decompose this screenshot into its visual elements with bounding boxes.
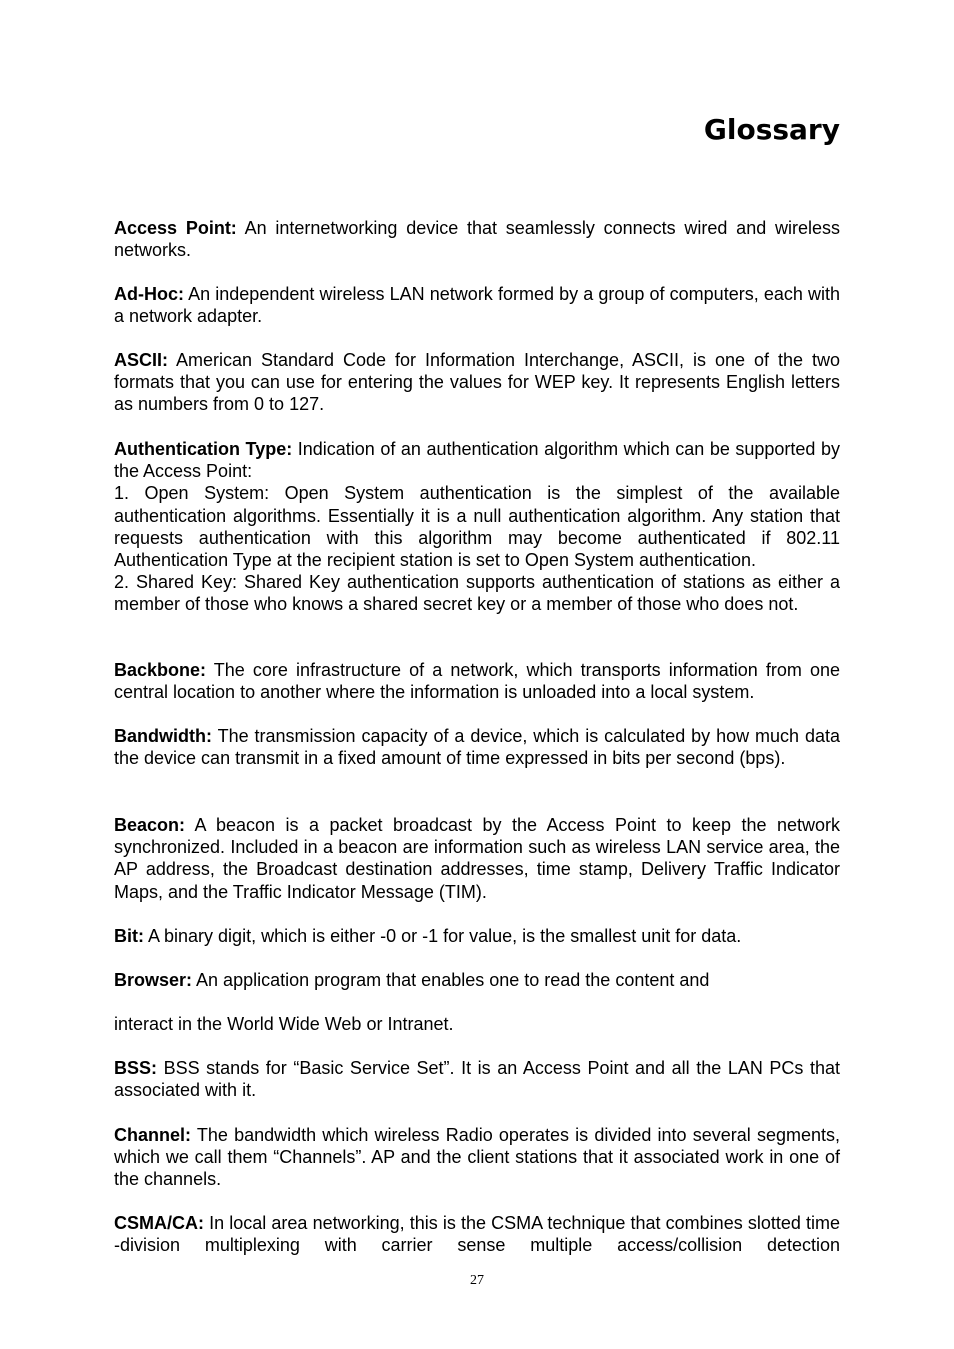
- glossary-definition: interact in the World Wide Web or Intranet.: [114, 1014, 454, 1034]
- glossary-entry-intro: [114, 438, 840, 482]
- glossary-definition: The core infrastructure of a network, which transports information from one central location to another where the information is unloaded into a local system.: [114, 660, 840, 703]
- glossary-definition: A binary digit, which is either -0 or -1 for value, is the smallest unit for data.: [144, 926, 742, 946]
- glossary-entry-beacon: [114, 814, 840, 903]
- glossary-entry-backbone: [114, 659, 840, 703]
- page-title: Glossary: [703, 113, 840, 146]
- glossary-term: Bandwidth:: [114, 726, 212, 746]
- glossary-definition: American Standard Code for Information Interchange, ASCII, is one of the two formats that you can use for entering the values for WEP key. It represents English letters as numbers from 0 to 127.: [114, 350, 840, 415]
- glossary-definition: The bandwidth which wireless Radio operates is divided into several segments, which we call them “Channels”. AP and the client stations that it associated work in one of the channels.: [114, 1125, 840, 1190]
- glossary-term: ASCII:: [114, 350, 168, 370]
- glossary-entry-ascii: [114, 349, 840, 416]
- glossary-entry-csma-ca: [114, 1212, 840, 1256]
- glossary-list-item-shared-key: 2. Shared Key: Shared Key authentication supports authentication of stations as either a member of those who knows a shared secret key or a member of those who does not.: [114, 572, 840, 615]
- page-number: 27: [470, 1273, 484, 1288]
- glossary-term: Backbone:: [114, 660, 207, 680]
- glossary-entry-authentication-type: [114, 438, 840, 616]
- glossary-term: Authentication Type:: [114, 439, 293, 459]
- glossary-term: Beacon:: [114, 815, 186, 835]
- glossary-definition: An internetworking device that seamlessly connects wired and wireless networks.: [114, 218, 840, 261]
- glossary-definition: A beacon is a packet broadcast by the Access Point to keep the network synchronized. Included in a beacon are information such as wireless LAN service area, the AP address, the Broadcast destination addresses, time stamp, Delivery Traffic Indicator Maps, and the Traffic Indicator Message (TIM).: [114, 815, 840, 902]
- glossary-definition: The transmission capacity of a device, which is calculated by how much data the device can transmit in a fixed amount of time expressed in bits per second (bps).: [114, 726, 840, 769]
- glossary-entry-ad-hoc: [114, 283, 840, 327]
- glossary-term: Channel:: [114, 1125, 192, 1145]
- glossary-term: BSS:: [114, 1058, 158, 1078]
- glossary-term: CSMA/CA:: [114, 1213, 204, 1233]
- glossary-entry-bss: [114, 1057, 840, 1101]
- glossary-entry-bit: [114, 925, 840, 947]
- glossary-term: Access Point:: [114, 218, 237, 238]
- glossary-definition: Indication of an authentication algorithm which can be supported by the Access Point:: [114, 439, 840, 482]
- glossary-entry-bandwidth: [114, 725, 840, 769]
- glossary-definition: BSS stands for “Basic Service Set”. It is an Access Point and all the LAN PCs that associated with it.: [114, 1058, 840, 1101]
- glossary-term: Ad-Hoc:: [114, 284, 184, 304]
- glossary-definition: An independent wireless LAN network formed by a group of computers, each with a network adapter.: [114, 284, 840, 327]
- glossary-list-item-open-system: 1. Open System: Open System authentication is the simplest of the available authentication algorithms. Essentially it is a null authentication algorithm. Any station that requests authentication with this algorithm may become authenticated if 802.11 Authentication Type at the recipient station is set to Open System authentication.: [114, 483, 840, 571]
- glossary-entry-browser-continued: [114, 1013, 840, 1035]
- glossary-entry-access-point: [114, 217, 840, 261]
- glossary-entry-channel: [114, 1124, 840, 1191]
- glossary-definition: An application program that enables one to read the content and: [192, 970, 710, 990]
- glossary-term: Bit:: [114, 926, 144, 946]
- glossary-entry-browser: [114, 969, 840, 991]
- glossary-definition: In local area networking, this is the CSMA technique that combines slotted time -division multiplexing with carrier sense multiple access/collision detection: [114, 1213, 840, 1256]
- glossary-term: Browser:: [114, 970, 193, 990]
